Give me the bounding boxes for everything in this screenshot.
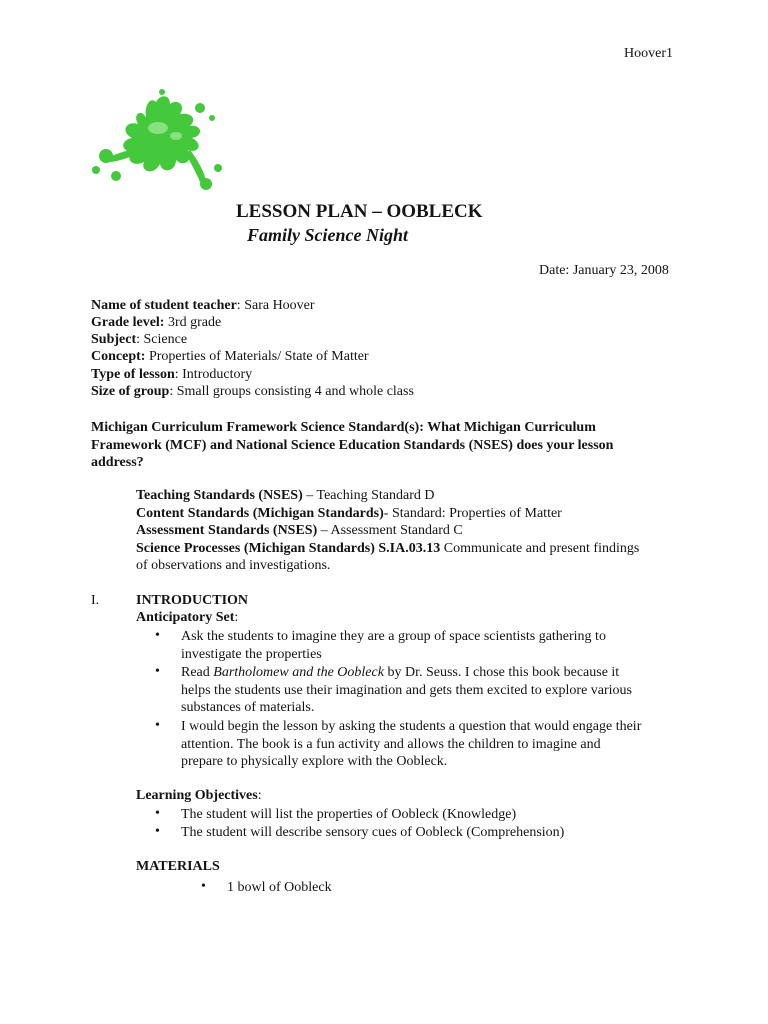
info-value: Small groups consisting 4 and whole class [176, 384, 414, 399]
lesson-date: Date: January 23, 2008 [539, 263, 669, 278]
section-heading-materials: MATERIALS [136, 859, 220, 874]
splat-logo-image [86, 88, 238, 204]
bullet-icon: • [155, 806, 160, 821]
anticipatory-set-heading [136, 610, 238, 626]
list-item-text [181, 628, 681, 663]
info-sep: : [169, 384, 177, 399]
learning-objectives-colon: : [257, 788, 262, 803]
bullet-icon: • [201, 879, 206, 894]
standard-teaching [136, 488, 435, 504]
list-item-line: helps the students use their imagination and gets them excited to explore various [181, 682, 633, 698]
standard-label: Content Standards (Michigan Standards) [136, 506, 384, 521]
info-row-group-size [91, 384, 414, 400]
anticipatory-set-colon: : [234, 610, 239, 625]
standards-question-line: Framework (MCF) and National Science Education Standards (NSES) does your lesson [91, 437, 614, 453]
standard-sep: – [317, 523, 331, 538]
bullet-icon: • [155, 664, 160, 679]
splat-graphic [86, 88, 238, 204]
text-run: by Dr. Seuss. I chose this book because it [383, 665, 620, 680]
info-label: Type of lesson [91, 367, 175, 382]
list-item-line: investigate the properties [181, 646, 322, 662]
info-value: Introductory [182, 367, 253, 382]
section-numeral: I. [91, 593, 100, 608]
info-value: Science [143, 332, 188, 347]
standard-label: Science Processes (Michigan Standards) S.IA.03.13 [136, 541, 441, 556]
standard-value: Teaching Standard D [316, 488, 435, 503]
info-value: 3rd grade [167, 315, 222, 330]
standard-assessment [136, 523, 463, 539]
info-label: Concept: [91, 349, 146, 364]
book-title: Bartholomew and the Oobleck [213, 665, 384, 680]
info-row-teacher [91, 298, 315, 314]
text-run: Read [181, 665, 214, 680]
standard-label: Teaching Standards (NSES) [136, 488, 303, 503]
list-item-text: The student will list the properties of Oobleck (Knowledge) [181, 807, 517, 822]
list-item-text [181, 718, 681, 771]
info-sep: : [174, 367, 183, 382]
standard-sep: – [302, 488, 317, 503]
standard-sep: - [383, 506, 392, 521]
standard-content [136, 506, 562, 522]
info-label: Subject [91, 332, 137, 347]
standard-label: Assessment Standards (NSES) [136, 523, 318, 538]
anticipatory-set-label: Anticipatory Set [136, 610, 235, 625]
info-sep: : [136, 332, 144, 347]
standards-question-line: Michigan Curriculum Framework Science Standard(s): What Michigan Curriculum [91, 420, 596, 435]
page-header-label: Hoover1 [624, 46, 673, 61]
info-label: Size of group [91, 384, 170, 399]
info-value: Properties of Materials/ State of Matter [148, 349, 369, 364]
learning-objectives-label: Learning Objectives [136, 788, 258, 803]
info-label: Grade level: [91, 315, 165, 330]
list-item-text: 1 bowl of Oobleck [227, 880, 332, 895]
bullet-icon: • [155, 718, 160, 733]
standard-science-processes-cont: of observations and investigations. [136, 558, 331, 573]
info-row-concept [91, 349, 369, 365]
list-item-text: The student will describe sensory cues of Oobleck (Comprehension) [181, 825, 565, 840]
standard-value: Standard: Properties of Matter [391, 506, 562, 521]
info-value: Sara Hoover [244, 298, 315, 313]
info-row-grade [91, 315, 221, 331]
info-label: Name of student teacher [91, 298, 237, 313]
list-item-line: I would begin the lesson by asking the students a question that would engage their [181, 719, 642, 734]
info-row-subject [91, 332, 187, 348]
document-subtitle: Family Science Night [247, 225, 408, 245]
list-item-line: prepare to physically explore with the Oobleck. [181, 754, 448, 769]
list-item-line: substances of materials. [181, 700, 315, 715]
bullet-icon: • [155, 628, 160, 643]
list-item-line: Ask the students to imagine they are a group of space scientists gathering to [181, 629, 606, 644]
standard-value: Communicate and present findings [443, 541, 640, 556]
document-title: LESSON PLAN – OOBLECK [236, 201, 483, 222]
bullet-icon: • [155, 824, 160, 839]
learning-objectives-heading [136, 788, 262, 804]
standard-value: Assessment Standard C [330, 523, 463, 538]
section-heading-introduction: INTRODUCTION [136, 593, 249, 608]
standards-question-line: address? [91, 455, 144, 470]
info-sep: : [236, 298, 245, 313]
list-item-text [181, 664, 681, 717]
standard-science-processes [136, 541, 639, 557]
standards-question [91, 419, 691, 472]
list-item-line [181, 664, 681, 682]
list-item-line: attention. The book is a fun activity and allows the children to imagine and [181, 736, 601, 752]
info-row-type [91, 367, 252, 383]
